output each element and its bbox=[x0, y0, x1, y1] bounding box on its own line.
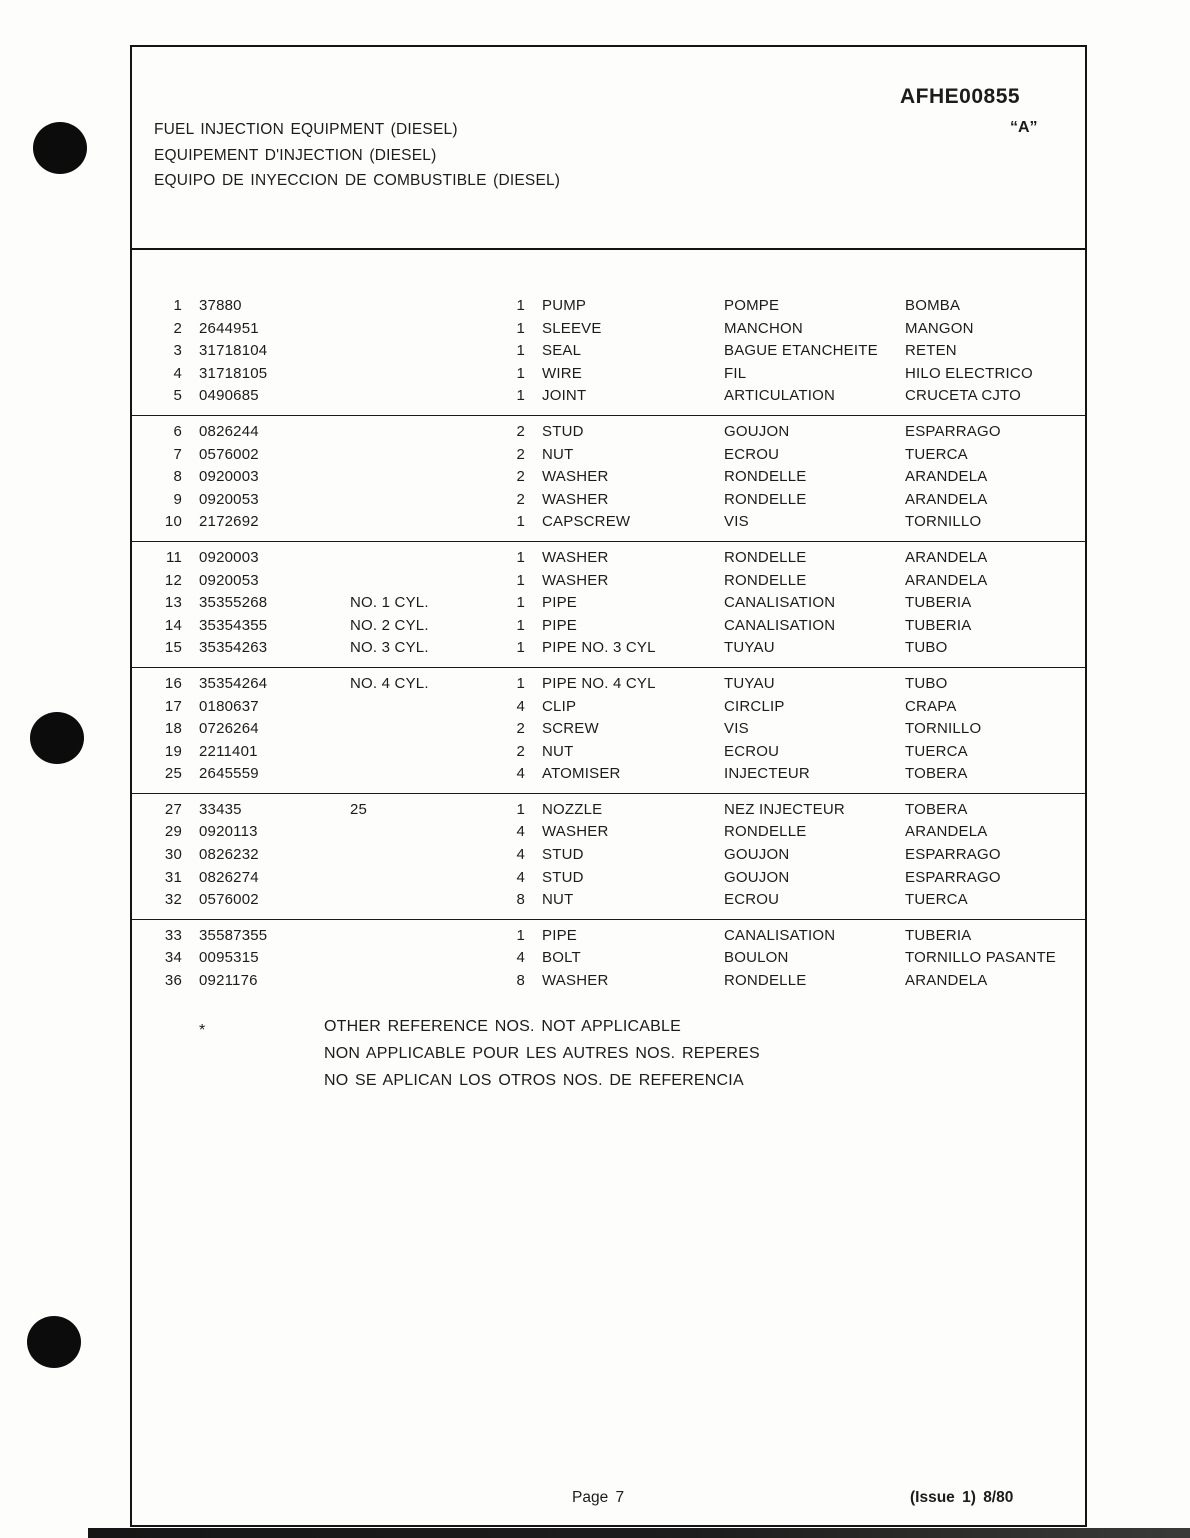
part-number: 0921176 bbox=[199, 972, 258, 990]
quantity: 1 bbox=[516, 800, 525, 818]
ref-number: 27 bbox=[164, 800, 182, 818]
table-row bbox=[132, 570, 1085, 593]
description-fr: RONDELLE bbox=[724, 468, 807, 486]
issue-label: (Issue 1) 8/80 bbox=[910, 1489, 1014, 1506]
description-fr: TUYAU bbox=[724, 639, 775, 657]
description-en: WASHER bbox=[542, 490, 609, 508]
ref-number: 18 bbox=[164, 720, 182, 738]
quantity: 2 bbox=[516, 742, 525, 760]
description-fr: CANALISATION bbox=[724, 926, 836, 944]
ref-number: 17 bbox=[164, 697, 182, 715]
description-en: PIPE NO. 3 CYL bbox=[542, 639, 656, 657]
description-fr: BAGUE ETANCHEITE bbox=[724, 342, 878, 360]
quantity: 4 bbox=[516, 823, 525, 841]
quantity: 1 bbox=[516, 571, 525, 589]
description-fr: VIS bbox=[724, 513, 749, 531]
parts-table bbox=[132, 290, 1085, 1000]
quantity: 2 bbox=[516, 445, 525, 463]
part-number: 35587355 bbox=[199, 926, 268, 944]
quantity: 8 bbox=[516, 972, 525, 990]
description-es: TUBO bbox=[905, 674, 948, 692]
description-fr: RONDELLE bbox=[724, 823, 807, 841]
description-en: WASHER bbox=[542, 972, 609, 990]
description-fr: RONDELLE bbox=[724, 490, 807, 508]
quantity: 1 bbox=[516, 297, 525, 314]
ref-number: 10 bbox=[164, 513, 182, 531]
part-number: 35354264 bbox=[199, 674, 268, 692]
description-en: STUD bbox=[542, 868, 584, 886]
description-en: SLEEVE bbox=[542, 319, 602, 337]
description-es: TOBERA bbox=[905, 765, 968, 783]
quantity: 1 bbox=[516, 387, 525, 405]
parts-group bbox=[132, 290, 1085, 416]
table-row bbox=[132, 615, 1085, 638]
description-fr: ARTICULATION bbox=[724, 387, 836, 405]
description-fr: RONDELLE bbox=[724, 571, 807, 589]
cylinder-note: 25 bbox=[350, 800, 368, 818]
page-number: Page 7 bbox=[572, 1489, 625, 1506]
description-fr: CANALISATION bbox=[724, 594, 836, 612]
ref-number: 12 bbox=[164, 571, 182, 589]
quantity: 1 bbox=[516, 319, 525, 337]
description-en: PIPE bbox=[542, 594, 577, 612]
part-number: 0920003 bbox=[199, 468, 259, 486]
description-fr: GOUJON bbox=[724, 422, 790, 440]
ref-number: 34 bbox=[164, 949, 182, 967]
description-es: ESPARRAGO bbox=[905, 868, 1001, 886]
table-row bbox=[132, 489, 1085, 512]
part-number: 2172692 bbox=[199, 513, 259, 531]
description-en: WASHER bbox=[542, 571, 609, 589]
description-es: ARANDELA bbox=[905, 468, 988, 486]
parts-group bbox=[132, 416, 1085, 542]
description-es: ESPARRAGO bbox=[905, 422, 1001, 440]
description-es: ARANDELA bbox=[905, 823, 988, 841]
title-english: FUEL INJECTION EQUIPMENT (DIESEL) bbox=[154, 121, 458, 138]
table-row bbox=[132, 889, 1085, 912]
table-row bbox=[132, 295, 1085, 318]
cylinder-note bbox=[350, 466, 495, 489]
description-es: TUBO bbox=[905, 639, 948, 657]
description-en: WIRE bbox=[542, 364, 582, 382]
table-row bbox=[132, 444, 1085, 467]
table-row bbox=[132, 385, 1085, 408]
cylinder-note bbox=[350, 970, 495, 993]
description-en: WASHER bbox=[542, 823, 609, 841]
part-number: 0576002 bbox=[199, 891, 259, 909]
quantity: 1 bbox=[516, 926, 525, 944]
parts-group bbox=[132, 920, 1085, 1000]
ref-number: 36 bbox=[164, 972, 182, 990]
part-number: 37880 bbox=[199, 297, 242, 314]
table-row bbox=[132, 970, 1085, 993]
description-fr: VIS bbox=[724, 720, 749, 738]
ref-number: 8 bbox=[173, 468, 182, 486]
description-en: NOZZLE bbox=[542, 800, 603, 818]
title-block bbox=[154, 117, 560, 194]
description-fr: NEZ INJECTEUR bbox=[724, 800, 845, 818]
quantity: 4 bbox=[516, 697, 525, 715]
note-line-spanish: NO SE APLICAN LOS OTROS NOS. DE REFERENCIA bbox=[324, 1072, 744, 1089]
document-frame bbox=[130, 45, 1087, 1527]
cylinder-note bbox=[350, 489, 495, 512]
cylinder-note bbox=[350, 295, 495, 318]
cylinder-note bbox=[350, 696, 495, 719]
note-line-english: OTHER REFERENCE NOS. NOT APPLICABLE bbox=[324, 1018, 682, 1035]
table-row bbox=[132, 741, 1085, 764]
part-number: 0180637 bbox=[199, 697, 259, 715]
cylinder-note bbox=[350, 867, 495, 890]
description-fr: POMPE bbox=[724, 297, 780, 314]
quantity: 2 bbox=[516, 490, 525, 508]
description-es: CRAPA bbox=[905, 697, 957, 715]
ref-number: 4 bbox=[173, 364, 182, 382]
description-fr: INJECTEUR bbox=[724, 765, 810, 783]
ref-number: 1 bbox=[173, 297, 182, 314]
cylinder-note bbox=[350, 363, 495, 386]
description-es: TORNILLO PASANTE bbox=[905, 949, 1057, 967]
description-en: ATOMISER bbox=[542, 765, 621, 783]
description-fr: FIL bbox=[724, 364, 747, 382]
part-number: 31718105 bbox=[199, 364, 268, 382]
cylinder-note bbox=[350, 844, 495, 867]
ref-number: 7 bbox=[173, 445, 182, 463]
ref-number: 9 bbox=[173, 490, 182, 508]
table-row bbox=[132, 763, 1085, 786]
quantity: 1 bbox=[516, 513, 525, 531]
description-en: SEAL bbox=[542, 342, 582, 360]
header-divider bbox=[132, 248, 1085, 250]
ref-number: 3 bbox=[173, 342, 182, 360]
description-en: WASHER bbox=[542, 468, 609, 486]
description-es: ARANDELA bbox=[905, 571, 988, 589]
note-line-french: NON APPLICABLE POUR LES AUTRES NOS. REPERES bbox=[324, 1045, 760, 1062]
table-row bbox=[132, 466, 1085, 489]
quantity: 1 bbox=[516, 616, 525, 634]
part-number: 2645559 bbox=[199, 765, 259, 783]
description-en: PIPE bbox=[542, 926, 577, 944]
punch-hole-top bbox=[33, 122, 87, 174]
cylinder-note bbox=[350, 421, 495, 444]
description-en: WASHER bbox=[542, 548, 609, 566]
description-fr: RONDELLE bbox=[724, 972, 807, 990]
ref-number: 11 bbox=[166, 548, 182, 566]
description-fr: ECROU bbox=[724, 742, 780, 760]
description-es: TORNILLO bbox=[905, 720, 982, 738]
table-row bbox=[132, 340, 1085, 363]
cylinder-note bbox=[350, 741, 495, 764]
description-fr: TUYAU bbox=[724, 674, 775, 692]
cylinder-note bbox=[350, 925, 495, 948]
description-en: CAPSCREW bbox=[542, 513, 631, 531]
ref-number: 32 bbox=[164, 891, 182, 909]
description-es: ARANDELA bbox=[905, 548, 988, 566]
ref-number: 19 bbox=[164, 742, 182, 760]
description-es: ARANDELA bbox=[905, 972, 988, 990]
description-es: TUERCA bbox=[905, 445, 968, 463]
cylinder-note bbox=[350, 547, 495, 570]
part-number: 0920003 bbox=[199, 548, 259, 566]
table-row bbox=[132, 547, 1085, 570]
quantity: 1 bbox=[516, 364, 525, 382]
description-es: TOBERA bbox=[905, 800, 968, 818]
part-number: 33435 bbox=[199, 800, 242, 818]
description-fr: MANCHON bbox=[724, 319, 803, 337]
description-es: TUERCA bbox=[905, 891, 968, 909]
cylinder-note bbox=[350, 385, 495, 408]
part-number: 0726264 bbox=[199, 720, 259, 738]
scan-edge-artifact bbox=[88, 1528, 1190, 1538]
note-lines bbox=[324, 1013, 1085, 1094]
part-number: 0826244 bbox=[199, 422, 259, 440]
quantity: 1 bbox=[516, 674, 525, 692]
cylinder-note bbox=[350, 570, 495, 593]
parts-group bbox=[132, 794, 1085, 920]
part-number: 35355268 bbox=[199, 594, 268, 612]
part-number: 0920053 bbox=[199, 571, 259, 589]
quantity: 2 bbox=[516, 422, 525, 440]
part-number: 0920053 bbox=[199, 490, 259, 508]
quantity: 2 bbox=[516, 468, 525, 486]
parts-group bbox=[132, 668, 1085, 794]
ref-number: 6 bbox=[173, 422, 182, 440]
cylinder-note bbox=[350, 889, 495, 912]
quantity: 1 bbox=[516, 639, 525, 657]
quantity: 4 bbox=[516, 868, 525, 886]
table-row bbox=[132, 363, 1085, 386]
part-number: 0826232 bbox=[199, 846, 259, 864]
reference-note bbox=[132, 1013, 1085, 1094]
description-es: TUBERIA bbox=[905, 616, 972, 634]
ref-number: 31 bbox=[164, 868, 182, 886]
cylinder-note: NO. 2 CYL. bbox=[350, 616, 429, 634]
cylinder-note bbox=[350, 444, 495, 467]
description-es: TORNILLO bbox=[905, 513, 982, 531]
description-es: HILO ELECTRICO bbox=[905, 364, 1033, 382]
description-en: NUT bbox=[542, 445, 574, 463]
ref-number: 14 bbox=[164, 616, 182, 634]
part-number: 0826274 bbox=[199, 868, 259, 886]
description-es: TUBERIA bbox=[905, 926, 972, 944]
description-en: NUT bbox=[542, 742, 574, 760]
description-es: TUBERIA bbox=[905, 594, 972, 612]
part-number: 35354355 bbox=[199, 616, 268, 634]
title-spanish: EQUIPO DE INYECCION DE COMBUSTIBLE (DIESEL) bbox=[154, 172, 561, 189]
description-es: TUERCA bbox=[905, 742, 968, 760]
quantity: 2 bbox=[516, 720, 525, 738]
description-es: ARANDELA bbox=[905, 490, 988, 508]
cylinder-note: NO. 4 CYL. bbox=[350, 674, 429, 692]
cylinder-note bbox=[350, 718, 495, 741]
cylinder-note bbox=[350, 340, 495, 363]
description-en: STUD bbox=[542, 422, 584, 440]
table-row bbox=[132, 947, 1085, 970]
ref-number: 15 bbox=[164, 639, 182, 657]
table-row bbox=[132, 511, 1085, 534]
cylinder-note bbox=[350, 511, 495, 534]
quantity: 4 bbox=[516, 846, 525, 864]
description-es: CRUCETA CJTO bbox=[905, 387, 1022, 405]
description-es: ESPARRAGO bbox=[905, 846, 1001, 864]
table-row bbox=[132, 696, 1085, 719]
quantity: 1 bbox=[516, 594, 525, 612]
description-fr: CANALISATION bbox=[724, 616, 836, 634]
description-fr: GOUJON bbox=[724, 846, 790, 864]
ref-number: 16 bbox=[164, 674, 182, 692]
ref-number: 33 bbox=[164, 926, 182, 944]
description-es: BOMBA bbox=[905, 297, 961, 314]
table-row bbox=[132, 592, 1085, 615]
description-en: PUMP bbox=[542, 297, 587, 314]
table-row bbox=[132, 925, 1085, 948]
table-row bbox=[132, 718, 1085, 741]
description-fr: RONDELLE bbox=[724, 548, 807, 566]
quantity: 1 bbox=[516, 342, 525, 360]
description-en: BOLT bbox=[542, 949, 581, 967]
description-fr: ECROU bbox=[724, 891, 780, 909]
description-fr: BOULON bbox=[724, 949, 789, 967]
ref-number: 25 bbox=[164, 765, 182, 783]
cylinder-note bbox=[350, 821, 495, 844]
quantity: 1 bbox=[516, 548, 525, 566]
part-number: 35354263 bbox=[199, 639, 268, 657]
cylinder-note: NO. 3 CYL. bbox=[350, 639, 429, 657]
table-row bbox=[132, 637, 1085, 660]
description-en: JOINT bbox=[542, 387, 587, 405]
cylinder-note bbox=[350, 318, 495, 341]
quantity: 4 bbox=[516, 949, 525, 967]
ref-number: 5 bbox=[173, 387, 182, 405]
part-number: 0576002 bbox=[199, 445, 259, 463]
cylinder-note: NO. 1 CYL. bbox=[350, 594, 429, 612]
title-french: EQUIPEMENT D'INJECTION (DIESEL) bbox=[154, 146, 437, 164]
document-code: AFHE00855 bbox=[900, 85, 1021, 108]
table-row bbox=[132, 867, 1085, 890]
description-en: SCREW bbox=[542, 720, 599, 738]
part-number: 31718104 bbox=[199, 342, 268, 360]
table-row bbox=[132, 844, 1085, 867]
asterisk-marker: * bbox=[199, 1022, 206, 1039]
part-number: 0490685 bbox=[199, 387, 259, 405]
part-number: 2211401 bbox=[199, 742, 258, 760]
description-en: CLIP bbox=[542, 697, 577, 715]
table-row bbox=[132, 421, 1085, 444]
ref-number: 2 bbox=[173, 319, 182, 337]
description-fr: GOUJON bbox=[724, 868, 790, 886]
description-en: PIPE bbox=[542, 616, 577, 634]
description-fr: ECROU bbox=[724, 445, 780, 463]
quantity: 8 bbox=[516, 891, 525, 909]
punch-hole-middle bbox=[30, 712, 84, 764]
ref-number: 29 bbox=[164, 823, 182, 841]
quantity: 4 bbox=[516, 765, 525, 783]
table-row bbox=[132, 318, 1085, 341]
ref-number: 13 bbox=[164, 594, 182, 612]
description-en: PIPE NO. 4 CYL bbox=[542, 674, 656, 692]
part-number: 0095315 bbox=[199, 949, 259, 967]
description-en: NUT bbox=[542, 891, 574, 909]
revision-letter: “A” bbox=[1010, 119, 1038, 136]
part-number: 0920113 bbox=[199, 823, 258, 841]
parts-group bbox=[132, 542, 1085, 668]
table-row bbox=[132, 673, 1085, 696]
cylinder-note bbox=[350, 763, 495, 786]
cylinder-note bbox=[350, 947, 495, 970]
table-row bbox=[132, 821, 1085, 844]
description-fr: CIRCLIP bbox=[724, 697, 785, 715]
ref-number: 30 bbox=[164, 846, 182, 864]
table-row bbox=[132, 799, 1085, 822]
description-es: RETEN bbox=[905, 342, 957, 360]
part-number: 2644951 bbox=[199, 319, 259, 337]
description-es: MANGON bbox=[905, 319, 974, 337]
description-en: STUD bbox=[542, 846, 584, 864]
punch-hole-bottom bbox=[27, 1316, 81, 1368]
